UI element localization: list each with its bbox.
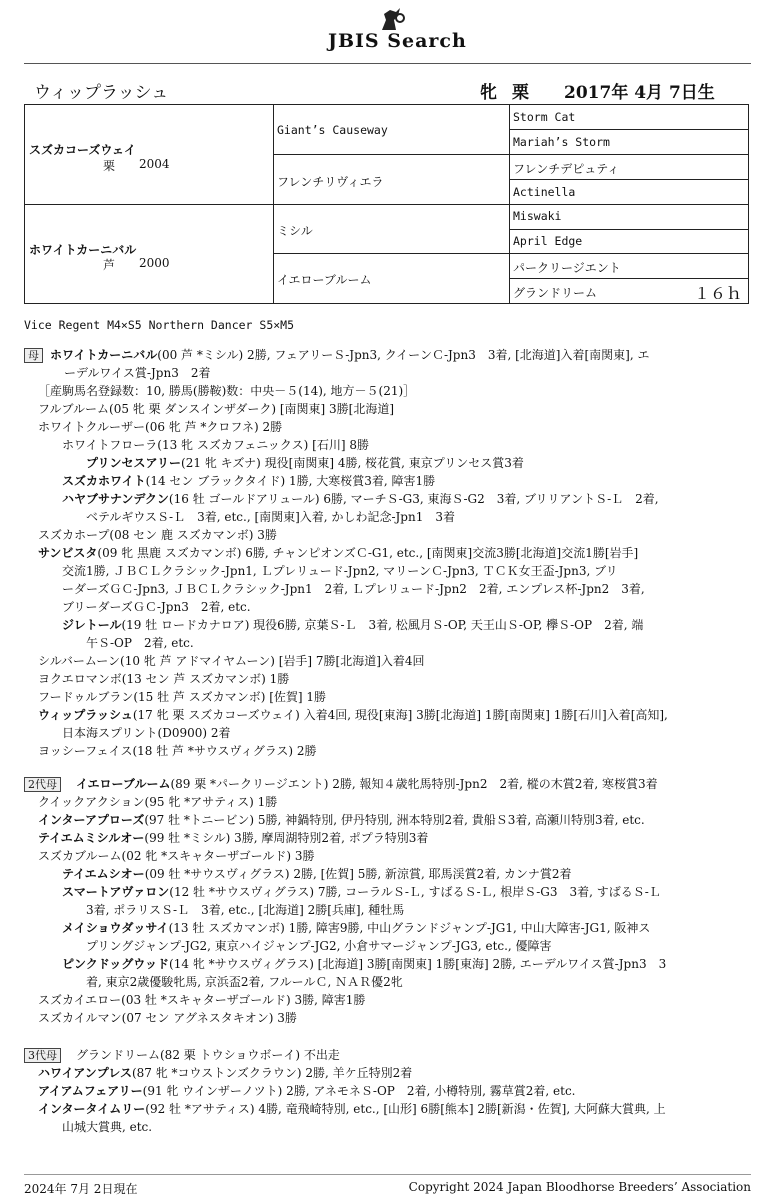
horse-link[interactable]: イエローブルーム: [76, 777, 171, 791]
gdam-section-line: [24, 919, 755, 937]
gdam-section-tag: 2代母: [24, 777, 61, 792]
dam-year: 2000: [139, 256, 170, 270]
ggdam-section-line: [24, 1046, 755, 1064]
horse-name: ウィップラッシュ: [34, 83, 169, 103]
record-text: (89 栗 *パークリージエント) 2勝, 報知４歳牝馬特別-Jpn2 2着, 樅の木賞2着, 寒桜賞3着: [170, 777, 658, 791]
record-text: (97 牡 *トニービン) 5勝, 神鍋特別, 伊丹特別, 洲本特別2着, 貴船Ｓ3着, 高瀬川特別3着, etc.: [144, 813, 645, 827]
gen3-3[interactable]: フレンチデピュティ: [513, 162, 620, 176]
horse-header: [24, 78, 751, 102]
gdam-section-line: [24, 973, 755, 991]
sire-year: 2004: [139, 157, 170, 171]
dam-section-line: [24, 454, 755, 472]
gdam-section-line: [24, 883, 755, 901]
footer-rule: [24, 1174, 751, 1175]
record-text: ベテルギウスＳ-Ｌ 3着, etc., [南関東]入着, かしわ記念-Jpn1 3着: [86, 510, 455, 524]
gdam-section-line: [24, 829, 755, 847]
copyright: Copyright 2024 Japan Bloodhorse Breeders’ Association: [408, 1180, 751, 1194]
hands-count: １６ｈ: [693, 284, 742, 303]
gen3-6[interactable]: April Edge: [513, 234, 583, 248]
record-text: (17 牝 栗 スズカコーズウェイ) 入着4回, 現役[東海] 3勝[北海道] 1勝[南関東] 1勝[石川]入着[高知],: [132, 708, 668, 722]
dam-section-line: [24, 364, 755, 382]
horse-link[interactable]: テイエムミシルオー: [38, 831, 145, 845]
ggdam-section-line: [24, 1100, 755, 1118]
record-text: ーデルワイス賞-Jpn3 2着: [64, 366, 211, 380]
gdam-section-line: [24, 955, 755, 973]
gdam-section-line: [24, 847, 755, 865]
record-text: (09 牡 *サウスヴィグラス) 2勝, [佐賀] 5勝, 新涼賞, 耶馬渓賞2着, カンナ賞2着: [144, 867, 572, 881]
dam-section-tag: 母: [24, 348, 43, 363]
gdam-section-line: [24, 991, 755, 1009]
dam-section-line: [24, 436, 755, 454]
horse-link[interactable]: プリンセスアリー: [86, 456, 182, 470]
record-text: (14 セン ブラックタイド) 1勝, 大寒桜賞3着, 障害1勝: [145, 474, 436, 488]
dam-section-line: [24, 580, 755, 598]
header-rule: [24, 63, 751, 64]
horse-logo-icon: [376, 6, 406, 32]
third-dam-section: [24, 1046, 755, 1136]
record-text: ヨクエロマンボ(13 セン 芦 スズカマンボ) 1勝: [38, 672, 290, 686]
horse-link[interactable]: アイアムフェアリー: [38, 1084, 143, 1098]
record-text: スズカイエロー(03 牡 *スキャターザゴールド) 3勝, 障害1勝: [38, 993, 366, 1007]
pedigree-table: [24, 104, 749, 304]
record-text: (14 牝 *サウスヴィグラス) [北海道] 3勝[南関東] 1勝[東海] 2勝, エーデルワイス賞-Jpn3 3: [169, 957, 667, 971]
record-text: (16 牡 ゴールドアリュール) 6勝, マーチＳ-G3, 東海Ｓ-G2 3着, ブリリアントＳ-Ｌ 2着,: [168, 492, 659, 506]
dam-section-line: [24, 526, 755, 544]
gen2-dam-dam[interactable]: イエローブルーム: [277, 273, 372, 287]
record-text: (21 牝 キズナ) 現役[南関東] 4勝, 桜花賞, 東京プリンセス賞3着: [181, 456, 524, 470]
dam-section-line: [24, 706, 755, 724]
gen3-2[interactable]: Mariah’s Storm: [513, 135, 610, 149]
gen2-sire-sire[interactable]: Giant’s Causeway: [277, 123, 388, 137]
record-text: (19 牡 ロードカナロア) 現役6勝, 京葉Ｓ-Ｌ 3着, 松風月Ｓ-OP, 天王山Ｓ-OP, 欅Ｓ-OP 2着, 端: [121, 618, 644, 632]
gen3-5[interactable]: Miswaki: [513, 209, 562, 223]
horse-link[interactable]: インタータイムリー: [38, 1102, 146, 1116]
dam-section-line: [24, 472, 755, 490]
dam-section-line: [24, 346, 755, 364]
record-text: 交流1勝, ＪＢＣＬクラシック-Jpn1, Ｌプレリュード-Jpn2, マリーンＣ-Jpn3, ＴＣＫ女王盃-Jpn3, ブリ: [62, 564, 618, 578]
jbis-logo[interactable]: [328, 6, 468, 54]
ggdam-section-line: [24, 1064, 755, 1082]
record-text: フードゥルブラン(15 牡 芦 スズカマンボ) [佐賀] 1勝: [38, 690, 327, 704]
horse-link[interactable]: サンビスタ: [38, 546, 98, 560]
gdam-section-line: [24, 1009, 755, 1027]
record-text: ーダーズＧＣ-Jpn3, ＪＢＣＬクラシック-Jpn1 2着, Ｌプレリュード-Jpn2 2着, エンプレス杯-Jpn2 3着,: [62, 582, 645, 596]
ggdam-section-line: [24, 1082, 755, 1100]
record-text: スズカブルーム(02 牝 *スキャターザゴールド) 3勝: [38, 849, 315, 863]
gen3-7[interactable]: パークリージエント: [513, 261, 621, 275]
dam-section-line: [24, 382, 755, 400]
dam-section-line: [24, 598, 755, 616]
record-text: (92 牡 *アサティス) 4勝, 竜飛崎特別, etc., [山形] 6勝[熊本] 2勝[新潟・佐賀], 大阿蘇大賞典, 上: [145, 1102, 666, 1116]
record-text: (09 牝 黒鹿 スズカマンボ) 6勝, チャンピオンズＣ-G1, etc., [南関東]交流3勝[北海道]交流1勝[岩手]: [97, 546, 639, 560]
dam-color: 芦: [103, 258, 116, 272]
horse-link[interactable]: ハヤブサナンデクン: [62, 492, 169, 506]
dam-section-line: [24, 400, 755, 418]
gdam-section-line: [24, 901, 755, 919]
record-text: ヨッシーフェイス(18 牡 芦 *サウスヴィグラス) 2勝: [38, 744, 317, 758]
record-text: (91 牝 ウインザーノツト) 2勝, アネモネＳ-OP 2着, 小樽特別, 霧草賞2着, etc.: [142, 1084, 576, 1098]
as-of-date: 2024年 7月 2日現在: [24, 1182, 138, 1196]
record-text: 着, 東京2歳優駿牝馬, 京浜盃2着, フルールＣ, ＮＡＲ優2牝: [86, 975, 403, 989]
record-text: クイックアクション(95 牝 *アサティス) 1勝: [38, 795, 278, 809]
gdam-section-line: [24, 937, 755, 955]
gdam-section-line: [24, 793, 755, 811]
dam-section-line: [24, 634, 755, 652]
record-text: (87 牝 *コウストンズクラウン) 2勝, 羊ケ丘特別2着: [131, 1066, 413, 1080]
gen3-4[interactable]: Actinella: [513, 185, 576, 199]
record-text: 午Ｓ-OP 2着, etc.: [86, 636, 194, 650]
record-text: (13 牡 スズカマンボ) 1勝, 障害9勝, 中山グランドジャンプ-JG1, 中山大障害-JG1, 阪神ス: [168, 921, 651, 935]
horse-link[interactable]: テイエムシオー: [62, 867, 145, 881]
logo-text: JBIS Search: [328, 30, 467, 52]
horse-link[interactable]: ピンクドッグウッド: [62, 957, 170, 971]
dam-name[interactable]: ホワイトカーニバル: [29, 243, 137, 257]
record-text: (00 芦 *ミシル) 2勝, フェアリーＳ-Jpn3, クイーンＣ-Jpn3 3着, [北海道]入着[南関東], エ: [157, 348, 650, 362]
sire-color: 栗: [103, 159, 116, 173]
sire-name[interactable]: スズカコーズウェイ: [29, 143, 136, 157]
horse-link[interactable]: スズカホワイト: [62, 474, 146, 488]
record-text: ホワイトフローラ(13 牝 スズカフェニックス) [石川] 8勝: [62, 438, 369, 452]
dam-section-line: [24, 616, 755, 634]
record-text: プリングジャンプ-JG2, 東京ハイジャンプ-JG2, 小倉サマージャンプ-JG3, etc., 優障害: [86, 939, 552, 953]
record-text: 日本海スプリント(D0900) 2着: [62, 726, 231, 740]
record-text: スズカイルマン(07 セン アグネスタキオン) 3勝: [38, 1011, 297, 1025]
dam-section-line: [24, 418, 755, 436]
record-text: 3着, ポラリスＳ-Ｌ 3着, etc., [北海道] 2勝[兵庫], 種牡馬: [86, 903, 405, 917]
record-text: ホワイトクルーザー(06 牝 芦 *クロフネ) 2勝: [38, 420, 283, 434]
dam-section: [24, 346, 755, 760]
ggdam-section-tag: 3代母: [24, 1048, 61, 1063]
gen3-8[interactable]: グランドリーム: [513, 286, 598, 300]
gdam-section-line: [24, 775, 755, 793]
dam-section-line: [24, 670, 755, 688]
horse-color: 栗: [512, 83, 529, 103]
horse-link[interactable]: メイショウダッサイ: [62, 921, 169, 935]
horse-link[interactable]: ハワイアンプレス: [38, 1066, 132, 1080]
record-text: ブリーダーズＧＣ-Jpn3 2着, etc.: [62, 600, 251, 614]
dam-section-line: [24, 508, 755, 526]
horse-link[interactable]: ホワイトカーニバル: [50, 348, 158, 362]
dam-section-line: [24, 562, 755, 580]
second-dam-section: [24, 775, 755, 1027]
record-text: 山城大賞典, etc.: [62, 1120, 153, 1134]
gen2-dam-sire[interactable]: ミシル: [277, 224, 313, 238]
dam-section-line: [24, 544, 755, 562]
dam-section-line: [24, 688, 755, 706]
horse-link[interactable]: ウィップラッシュ: [38, 708, 133, 722]
gdam-section-line: [24, 811, 755, 829]
record-text: スズカホープ(08 セン 鹿 スズカマンボ) 3勝: [38, 528, 277, 542]
record-text: グランドリーム(82 栗 トウショウボーイ) 不出走: [76, 1048, 340, 1062]
record-text: フルブルーム(05 牝 栗 ダンスインザダーク) [南関東] 3勝[北海道]: [38, 402, 395, 416]
dam-section-line: [24, 652, 755, 670]
record-text: (12 牡 *サウスヴィグラス) 7勝, コーラルＳ-Ｌ, すばるＳ-Ｌ, 根岸Ｓ-G3 3着, すばるＳ-Ｌ: [169, 885, 661, 899]
gdam-section-line: [24, 865, 755, 883]
record-text: (99 牡 *ミシル) 3勝, 摩周湖特別2着, ポプラ特別3着: [144, 831, 429, 845]
horse-link[interactable]: ジレトール: [62, 618, 122, 632]
ggdam-section-line: [24, 1118, 755, 1136]
horse-link[interactable]: スマートアヴァロン: [62, 885, 170, 899]
dam-section-line: [24, 490, 755, 508]
dam-section-line: [24, 724, 755, 742]
record-text: ［産駒馬名登録数：10, 勝馬(勝鞍)数：中央－５(14), 地方－５(21)］: [38, 384, 416, 398]
gen2-sire-dam[interactable]: フレンチリヴィエラ: [277, 175, 384, 189]
horse-birth-date: 2017年 4月 7日生: [564, 83, 715, 103]
horse-sex: 牝: [480, 83, 497, 103]
inbreeding-note: Vice Regent M4×S5 Northern Dancer S5×M5: [24, 318, 295, 332]
gen3-1[interactable]: Storm Cat: [513, 110, 576, 124]
record-text: シルバームーン(10 牝 芦 アドマイヤムーン) [岩手] 7勝[北海道]入着4回: [38, 654, 425, 668]
dam-section-line: [24, 742, 755, 760]
horse-link[interactable]: インターアプローズ: [38, 813, 145, 827]
